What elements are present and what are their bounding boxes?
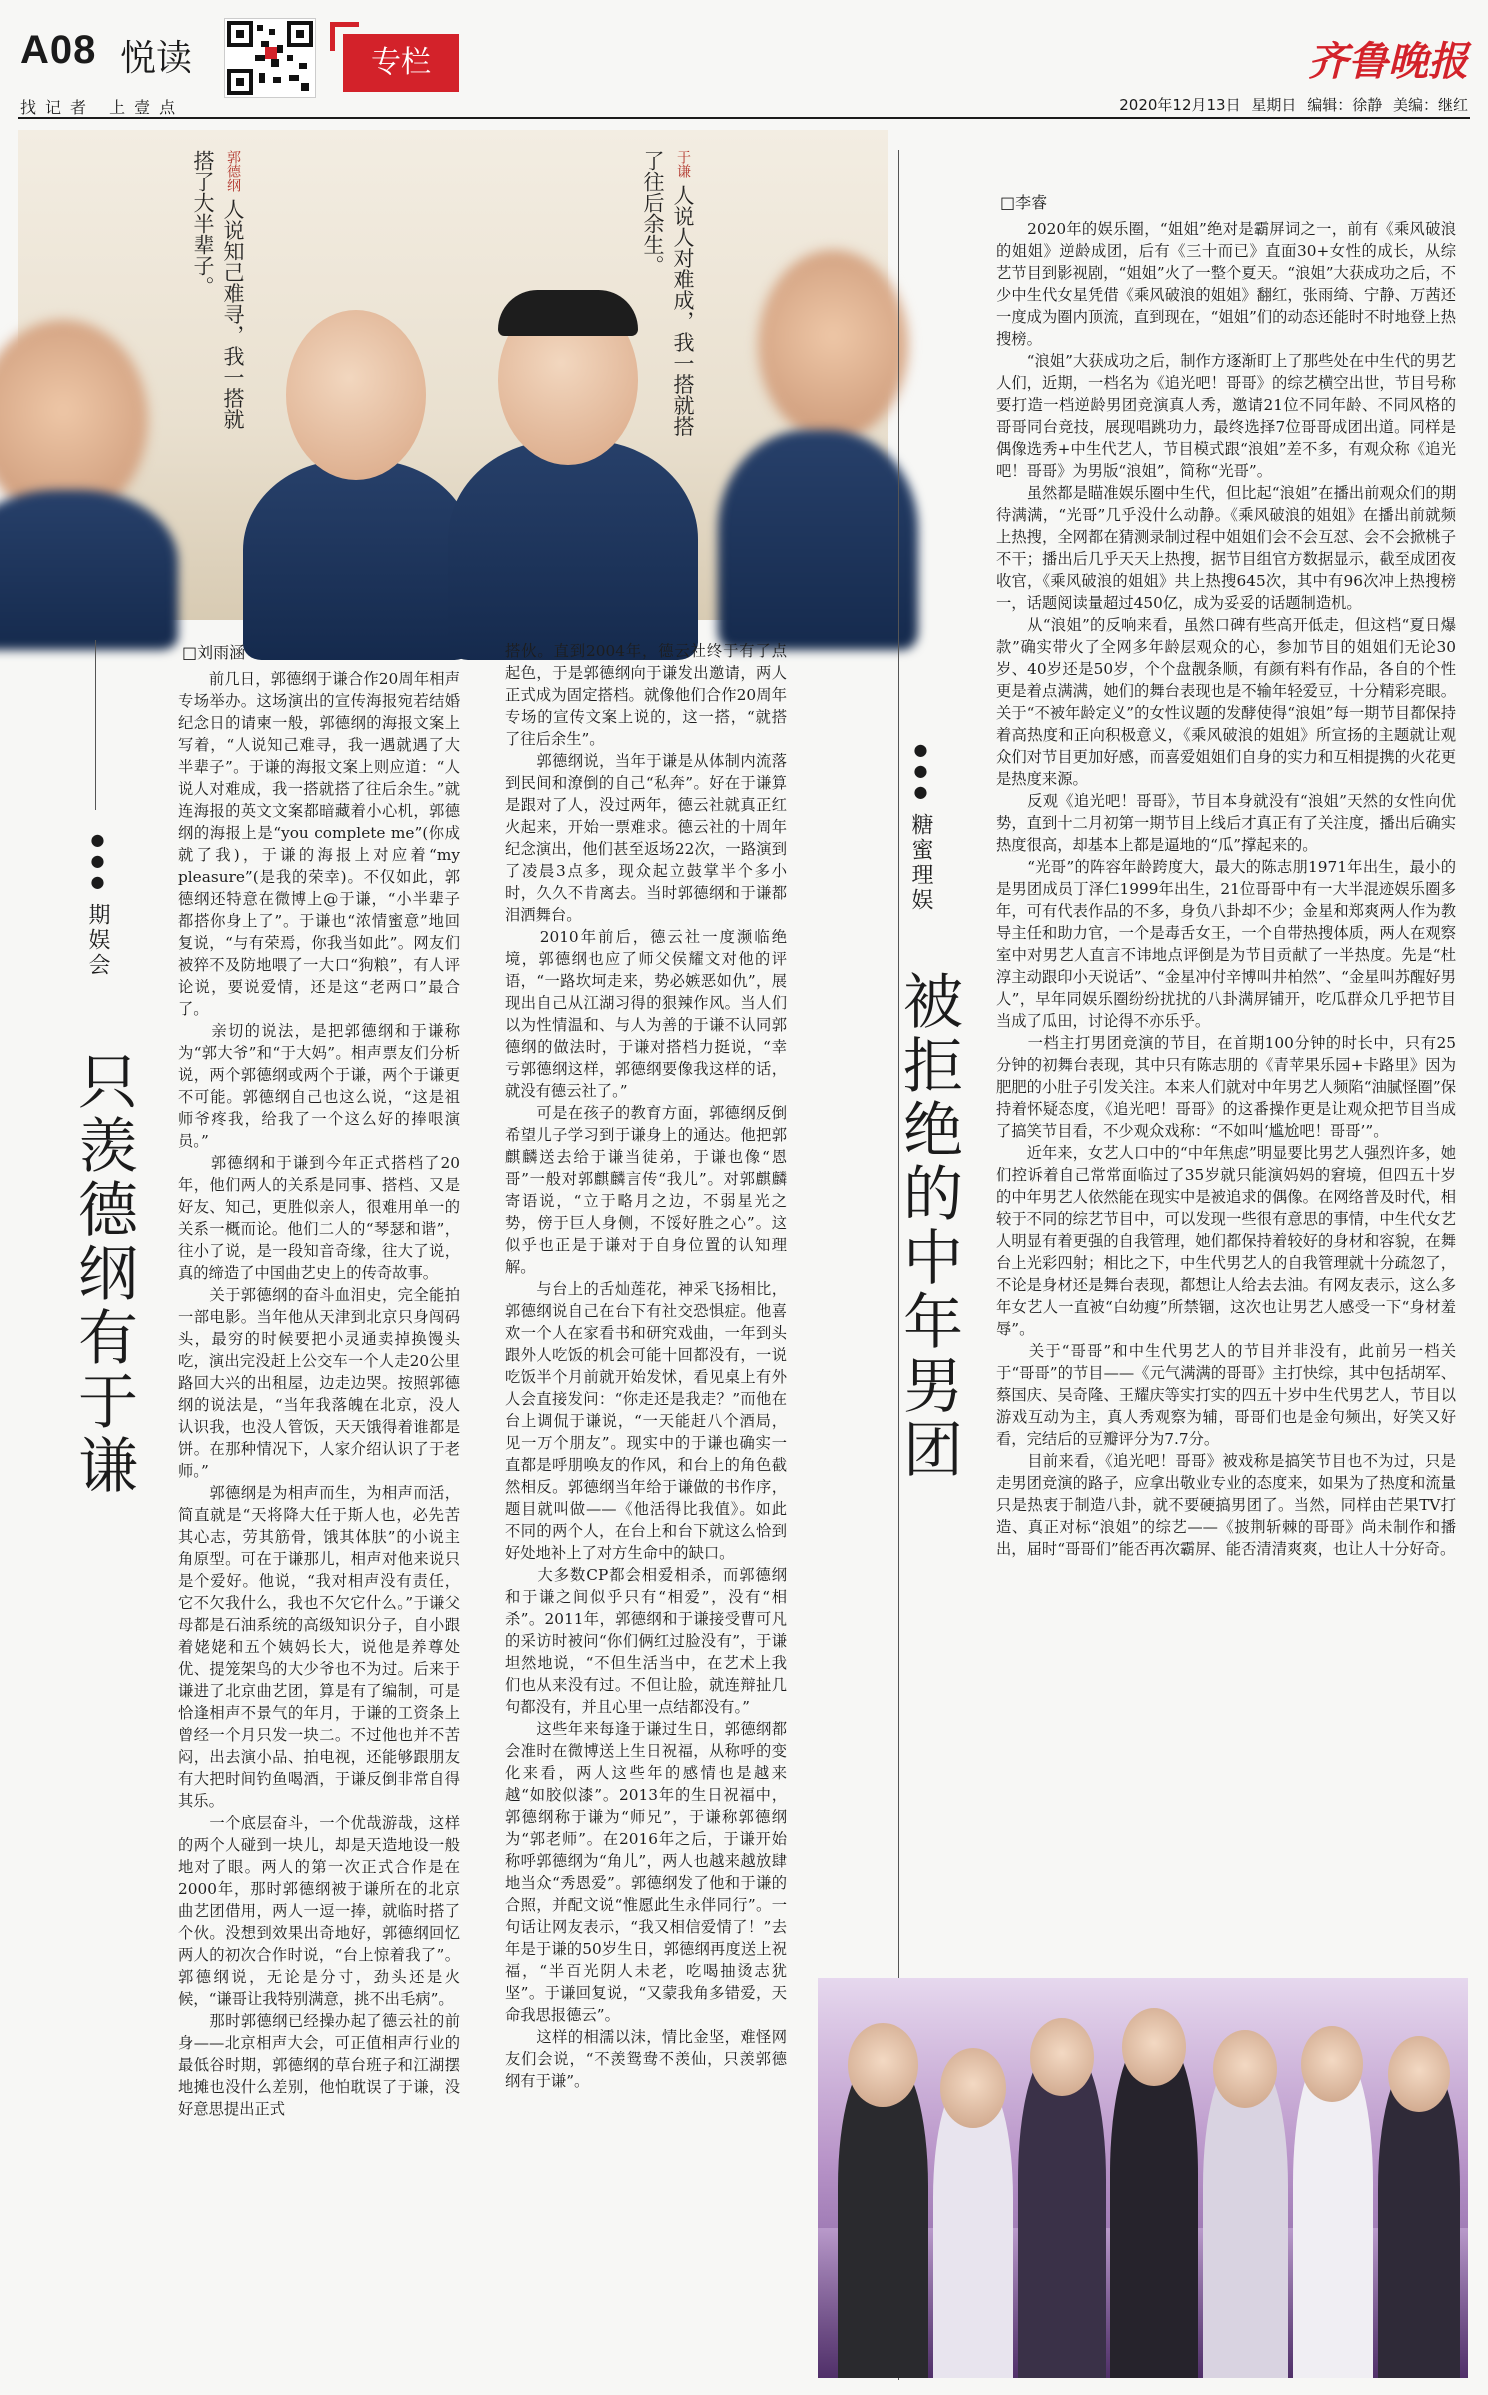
member-4-head (1122, 2008, 1186, 2086)
article1-body-col1: 前几日，郭德纲于谦合作20周年相声专场举办。这场演出的宣传海报宛若结婚纪念日的请柬一般，郭德纲的海报文案上写着，“人说知己难寻，我一遇就遇了大半辈子”。于谦的海报文案上则应道：“人说人对难成，我一搭就搭了往后余生。”就连海报的英文文案都暗藏着小心机，郭德纲的海报上是“you complete me”(你成就了我)，于谦的海报上对应着“my pleasure”(是我的荣幸)。不仅如此，郭德纲还特意在微博上@于谦，“小半辈子都搭你身上了”。于谦也“浓情蜜意”地回复说，“与有荣焉，你我当如此”。网友们被猝不及防地喂了一大口“狗粮”，有人评论说，要说爱情，还是这“老两口”最合了。 亲切的说法，是把郭德纲和于谦称为“郭大爷”和“于大妈”。相声票友们分析说，两个郭德纲或两个于谦，两个于谦更不可能。郭德纲自己也这么说，“这是祖师爷疼我，给我了一个这么好的捧哏演员。” 郭德纲和于谦到今年正式搭档了20年，他们两人的关系是同事、搭档、又是好友、知己，更胜似亲人，很难用单一的关系一概而论。他们二人的“琴瑟和谐”，往小了说，是一段知音奇缘，往大了说，真的缔造了中国曲艺史上的传奇故事。 关于郭德纲的奋斗血泪史，完全能拍一部电影。当年他从天津到北京只身闯码头，最穷的时候要把小灵通卖掉换馒头吃，演出完没赶上公交车一个人走20公里路回大兴的出租屋，边走边哭。按照郭德纲的说法是，“当年我落魄在北京，没人认识我，也没人管饭，天天饿得着谁都是饼。在那种情况下，人家介绍认识了于老师。” 郭德纲是为相声而生，为相声而活，简直就是“天将降大任于斯人也，必先苦其心志，劳其筋骨，饿其体肤”的小说主角原型。可在于谦那儿，相声对他来说只是个爱好。他说，“我对相声没有责任，它不欠我什么，我也不欠它什么。”于谦父母都是石油系统的高级知识分子，自小跟着姥姥和五个姨妈长大，说他是养尊处优、提笼架鸟的大少爷也不为过。后来于谦进了北京曲艺团，算是有了编制，可是恰逢相声不景气的年月，于谦的工资条上曾经一个月只发一块二。不过他也并不苦闷，出去演小品、拍电视，还能够跟朋友有大把时间钓鱼喝酒，于谦反倒非常自得其乐。 一个底层奋斗，一个优哉游哉，这样的两个人碰到一块儿，却是天造地设一般地对了眼。两人的第一次正式合作是在2000年，那时郭德纲被于谦所在的北京曲艺团借用，两人一逗一捧，就临时搭了个伙。没想到效果出奇地好，郭德纲回忆两人的初次合作时说，“台上惊着我了”。郭德纲说，无论是分寸，劲头还是火候，“谦哥让我特别满意，挑不出毛病”。 那时郭德纲已经操办起了德云社的前身——北京相声大会，可正值相声行业的最低谷时期，郭德纲的草台班子和江湖摆地摊也没什么差别，他怕耽误了于谦，没好意思提出正式 (178, 670, 460, 2118)
designer-credit: 美编：继红 (1392, 96, 1468, 114)
article1-photo (18, 130, 888, 620)
article2-column-label: ●●● 糖蜜理娱 (908, 740, 933, 913)
slogan: 找记者 上壹点 (20, 98, 185, 117)
blurred-robe (718, 430, 918, 650)
member-5-head (1213, 2030, 1277, 2108)
poster-quote-left: 人说知己难寻，我一搭就搭了大半辈子。 (191, 150, 245, 430)
performer-left-robe (243, 460, 473, 660)
article1-body-col2: 搭伙。直到2004年，德云社终于有了点起色，于是郭德纲向于谦发出邀请，两人正式成为固定搭档。就像他们合作20周年专场的宣传文案上说的，这一搭，“就搭了往后余生”。 郭德纲说，当年于谦是从体制内流落到民间和潦倒的自己“私奔”。好在于谦算是跟对了人，没过两年，德云社就真正红火起来，开始一票难求。德云社的十周年纪念演出，他们甚至返场22次，一路演到了凌晨3点多，现众起立鼓掌半个多小时，久久不肯离去。当时郭德纲和于谦都泪洒舞台。 2010年前后，德云社一度濒临绝境，郭德纲也应了师父侯耀文对他的评语，“一路坎坷走来，势必嫉恶如仇”，展现出自己从江湖习得的狠辣作风。当人们以为性情温和、与人为善的于谦不认同郭德纲的做法时，于谦对搭档力挺说，“幸亏郭德纲这样，郭德纲要像我这样的话，就没有德云社了。” 可是在孩子的教育方面，郭德纲反倒希望儿子学习到于谦身上的通达。他把郭麒麟送去给于谦当徒弟，于谦也像“恩哥”一般对郭麒麟言传“我儿”。对郭麒麟寄语说，“立于略月之边，不弱星光之势，傍于巨人身侧，不馁好胜之心”。这似乎也正是于谦对于自身位置的认知理解。 与台上的舌灿莲花，神采飞扬相比，郭德纲说自己在台下有社交恐惧症。他喜欢一个人在家看书和研究戏曲，一年到头跟外人吃饭的机会可能十回都没有，一说吃饭半个月前就开始发怵，看见桌上有外人会直接发问：“你走还是我走？”而他在台上调侃于谦说，“一天能赶八个酒局，见一万个朋友”。现实中的于谦也确实一直都是呼朋唤友的作风，和台上的角色截然相反。郭德纲当年给于谦做的书作序，题目就叫做——《他活得比我值》。如此不同的两个人，在台上和台下就这么恰到好处地补上了对方生命中的缺口。 大多数CP都会相爱相杀，而郭德纲和于谦之间似乎只有“相爱”，没有“相杀”。2011年，郭德纲和于谦接受曹可凡的采访时被问“你们俩红过脸没有”，于谦坦然地说，“不但生活当中，在艺术上我们也从来没有过。不但让脸，就连辩扯几句都没有，并且心里一点结都没有。” 这些年来每逢于谦过生日，郭德纲都会准时在微博送上生日祝福，从称呼的变化来看，两人这些年的感情也是越来越“如胶似漆”。2013年的生日祝福中，郭德纲称于谦为“师兄”，于谦称郭德纲为“郭老师”。在2016年之后，于谦开始称呼郭德纲为“角儿”，两人也越来越放肆地当众“秀恩爱”。郭德纲发了他和于谦的合照，并配文说“惟愿此生永伴同行”。一句话让网友表示，“我又相信爱情了！”去年是于谦的50岁生日，郭德纲再度送上祝福，“半百光阴人未老，吃喝抽烫志犹坚”。于谦回复说，“又蒙我角多错爱，天命我思报德云”。 这样的相濡以沫，情比金坚，难怪网友们会说，“不羡鸳鸯不羡仙，只羡郭德纲有于谦”。 (505, 642, 787, 2090)
column-tag: 专栏 (343, 34, 459, 92)
issue-meta (1119, 94, 1468, 115)
qr-code-icon (224, 18, 316, 98)
performer-left-face (286, 310, 426, 480)
member-6-head (1301, 2026, 1363, 2102)
poster-text-left (188, 150, 248, 450)
member-3-head (1030, 2018, 1094, 2096)
member-4 (1110, 2038, 1198, 2378)
issue-weekday: 星期日 (1251, 96, 1297, 114)
article1-byline: □刘雨涵 (182, 643, 246, 662)
member-3 (1018, 2048, 1106, 2378)
issue-date: 2020年12月13日 (1119, 96, 1241, 114)
page-number: A08 (20, 28, 97, 72)
member-7-head (1388, 2036, 1450, 2112)
section-name: 悦读 (120, 38, 193, 79)
newspaper-logo: 齐鲁晚报 (1308, 38, 1468, 85)
editor-credit: 编辑：徐静 (1307, 96, 1383, 114)
member-2-head (940, 2048, 1006, 2128)
poster-text-right (638, 150, 698, 450)
article2-byline: □李睿 (1000, 193, 1048, 212)
column-divider (95, 640, 96, 810)
performer-right-robe (448, 440, 698, 660)
article2-body: 2020年的娱乐圈，“姐姐”绝对是霸屏词之一，前有《乘风破浪的姐姐》逆龄成团，后有《三十而已》直面30+女性的成长，从综艺节目到影视剧，“姐姐”火了一整个夏天。“浪姐”大获成功之后，不少中生代女星凭借《乘风破浪的姐姐》翻红，张雨绮、宁静、万茜还一度成为圈内顶流，直到现在，“姐姐”们的动态还能时不时地登上热搜榜。 “浪姐”大获成功之后，制作方逐渐盯上了那些处在中生代的男艺人们，近期，一档名为《追光吧！哥哥》的综艺横空出世，节目号称要打造一档逆龄男团竞演真人秀，邀请21位不同年龄、不同风格的哥哥同台竞技，展现唱跳功力，最终选择7位哥哥成团出道。同样是偶像选秀+中生代艺人，节目模式跟“浪姐”差不多，有观众称《追光吧！哥哥》为男版“浪姐”，简称“光哥”。 虽然都是瞄准娱乐圈中生代，但比起“浪姐”在播出前观众们的期待满满，“光哥”几乎没什么动静。《乘风破浪的姐姐》在播出前就频上热搜，全网都在猜测录制过程中姐姐们会不会互怼、会不会掀桃子不干；播出后几乎天天上热搜，据节目组官方数据显示，截至成团夜收官，《乘风破浪的姐姐》共上热搜645次，其中有96次冲上热搜榜一，话题阅读量超过450亿，成为妥妥的话题制造机。 从“浪姐”的反响来看，虽然口碑有些高开低走，但这档“夏日爆款”确实带火了全网多年龄层观众的心，参加节目的姐姐们无论30岁、40岁还是50岁，个个盘靓条顺，有颜有料有作品，各自的个性更是着点满满，她们的舞台表现也是不输年轻爱豆，十分精彩亮眼。关于“不被年龄定义”的女性议题的发酵使得“浪姐”每一期节目都保持着高热度和正向积极意义，《乘风破浪的姐姐》所宣扬的主题就让观众们对节目更加好感，而喜爱姐姐们自身的实力和互相提携的火花更是热度来源。 反观《追光吧！哥哥》，节目本身就没有“浪姐”天然的女性向优势，直到十二月初第一期节目上线后才真正有了关注度，播出后确实热度很高，却基本上都是逼地的“瓜”撑起来的。 “光哥”的阵容年龄跨度大，最大的陈志朋1971年出生，最小的是男团成员丁泽仁1999年出生，21位哥哥中有一大半混迹娱乐圈多年，可有代表作品的不多，身负八卦却不少；金星和郑爽两人作为教导主任和助力官，一个是毒舌女王，一个自带热搜体质，两人在观察室中对男艺人直言不讳地点评倒是为节目贡献了一半热度。先是“杜淳主动跟印小天说话”、“金星冲付辛博叫井柏然”、“金星叫苏醒好男人”，早年同娱乐圈纷纷扰扰的八卦满屏铺开，吃瓜群众几乎把节目当成了瓜田，讨论得不亦乐乎。 一档主打男团竞演的节目，在首期100分钟的时长中，只有25分钟的初舞台表现，其中只有陈志朋的《青苹果乐园+卡路里》因为肥肥的小肚子引发关注。本来人们就对中年男艺人频陷“油腻怪圈”保持着怀疑态度，《追光吧！哥哥》的这番操作更是让观众把节目当成了搞笑节目看，不少观众戏称：“不如叫‘尴尬吧！哥哥’”。 近年来，女艺人口中的“中年焦虑”明显要比男艺人强烈许多，她们控诉着自己常常面临过了35岁就只能演妈妈的窘境，但四五十岁的中年男艺人依然能在现实中是被追求的偶像。在网络普及时代，相较于不同的综艺节目中，可以发现一些很有意思的事情，中生代女艺人明显有着更强的自我管理，她们都保持着较好的身材和容貌，在舞台上光彩四射；相比之下，中生代男艺人的自我管理就十分疏忽了，不论是身材还是舞台表现，都想让人给去去油。有网友表示，这么多年女艺人一直被“白幼瘦”所禁锢，这次也让男艺人感受一下“身材羞辱”。 关于“哥哥”和中生代男艺人的节目并非没有，此前另一档关于“哥哥”的节目——《元气满满的哥哥》主打快综，其中包括胡军、蔡国庆、吴奇隆、王耀庆等实打实的四五十岁中生代男艺人，节目以游戏互动为主，真人秀观察为辅，哥哥们也是金句频出，好笑又好看，完结后的豆瓣评分为7.7分。 目前来看，《追光吧！哥哥》被戏称是搞笑节目也不为过，只是走男团竞演的路子，应拿出敬业专业的态度来，如果为了热度和流量只是热衷于制造八卦，就不要硬搞男团了。当然，同样由芒果TV打造、真正对标“浪姐”的综艺——《披荆斩棘的哥哥》尚未制作和播出，届时“哥哥们”能否再次霸屏、能否清清爽爽，也让人十分好奇。 (996, 220, 1456, 1558)
article1-title: 只羡德纲有于谦 (68, 1050, 138, 1498)
article1-column-label: ●●● 期娱会 (85, 830, 110, 978)
blurred-face (758, 250, 908, 440)
masthead-rule (18, 117, 1470, 119)
article2-photo (818, 1978, 1468, 2378)
member-1-head (848, 2023, 918, 2107)
dots-icon: ●●● (88, 830, 107, 893)
poster-tag-left: 郭德纲 (225, 150, 241, 192)
blurred-robe (0, 490, 178, 650)
poster-quote-right: 人说人对难成，我一搭就搭了往后余生。 (641, 150, 695, 437)
performer-right-hair (498, 290, 638, 336)
article2-title: 被拒绝的中年男团 (893, 970, 963, 1482)
poster-tag-right: 于谦 (675, 150, 691, 178)
dots-icon: ●●● (911, 740, 930, 803)
